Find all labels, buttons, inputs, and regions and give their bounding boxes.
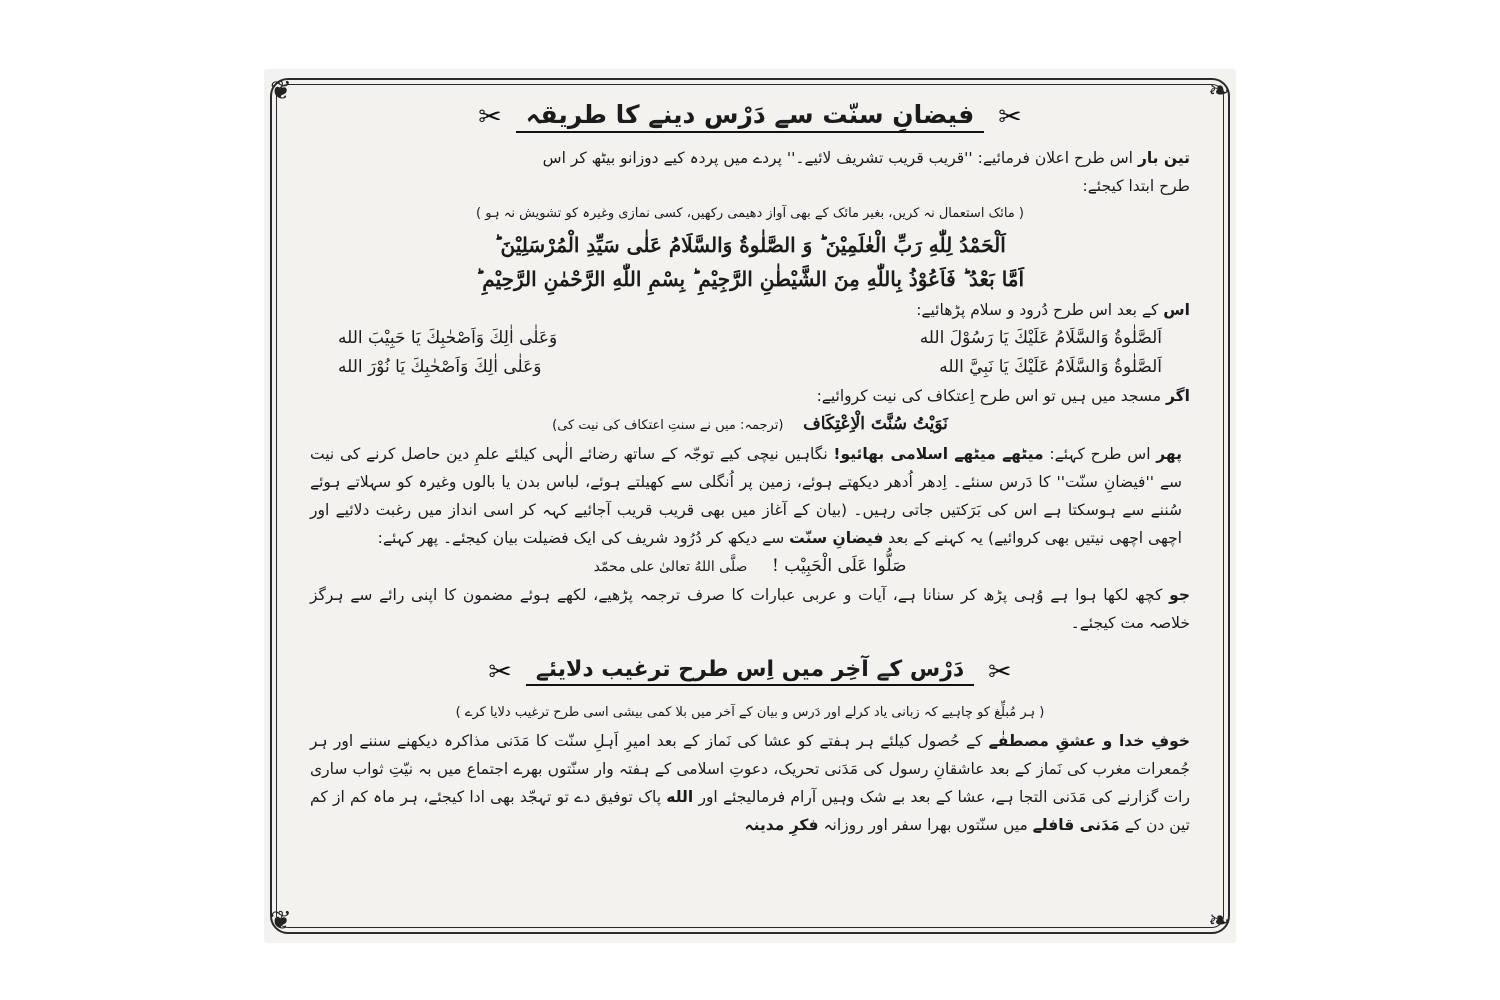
intro-lead: تین بار xyxy=(1137,149,1190,167)
paragraph-4-text-2: پاک توفیق دے تو تہجّد بھی ادا کیجئے، ہر ماہ کم از کم تین دن کے xyxy=(310,788,1190,834)
paragraph-2-text-2: نگاہیں نیچی کیے توجّہ کے ساتھ رضائے الٰہی کیلئے علمِ دین حاصل کرنے کی نیت سے ''فیضانِ سنّت'' کا دَرس سنئے۔ اِدھر اُدھر دیکھتے ہوئے، زمین پر اُنگلی سے کھیلتے ہوئے، لباس بدن یا بالوں وغیرہ کو سہلاتے ہوئے سُننے سے ہوسکتا ہے اس کی بَرَکتیں جاتی رہیں۔ (بیان کے آغاز میں بھی قریب قریب آجائیے کہہ کر اسی انداز میں رغبت دلائیے اور اچھی اچھی نیتیں بھی کروائیے) یہ کہنے کے بعد xyxy=(310,445,1182,547)
corner-ornament-icon: ❧ xyxy=(1208,76,1230,106)
encouragement-paragraph xyxy=(310,727,1190,839)
paragraph-4-qafila: مَدَنی قافلے xyxy=(1032,816,1120,834)
flourish-right-icon: ✂ xyxy=(988,654,1012,688)
paragraph-4-text-1: کے حُصول کیلئے ہر ہفتے کو عشا کی نَماز کے بعد امیرِ اَہلِ سنّت کا مَدَنی مذاکرہ دیکھنے سننے اور ہر جُمعرات مغرب کی نَماز کے بعد عاشقانِ رسول کی مَدَنی تحریک، دعوتِ اسلامی کے ہفتہ وار سنّتوں بھرے اجتماع میں بہ نیّتِ ثواب ساری رات گزارنے کی مَدَنی التجا ہے، عشا کے بعد بے شک وہیں آرام فرمالیجئے اور xyxy=(310,732,1190,806)
itikaf-intro-lead: اگر xyxy=(1166,387,1190,405)
salat-response: صلَّى اللهُ تعالىٰ على محمّد xyxy=(593,559,748,575)
heading-2-row xyxy=(310,643,1190,699)
reading-instruction xyxy=(310,581,1190,637)
itikaf-translation: (ترجمہ: میں نے سنتِ اعتکاف کی نیت کی) xyxy=(552,418,784,433)
itikaf-niyyat: نَوَيْتُ سُنَّتَ الْاِعْتِكَاف xyxy=(803,414,948,434)
durood-intro-lead: اس xyxy=(1163,301,1190,319)
paragraph-4-allah: الله xyxy=(666,788,694,806)
durood-intro xyxy=(310,296,1190,324)
durood-intro-text: کے بعد اس طرح دُرود و سلام پڑھائیے: xyxy=(916,301,1159,319)
salat-line xyxy=(310,552,1190,581)
paragraph-2-lead: پھر xyxy=(1156,445,1182,463)
heading-2: دَرْس کے آخِر میں اِس طرح ترغیب دلایئے xyxy=(526,657,974,686)
paragraph-3-text: کچھ لکھا ہوا ہے وُہی پڑھ کر سنانا ہے، آیات و عربی عبارات کا صرف ترجمہ پڑھیے، لکھے ہوئے مضمون کا اپنی رائے سے ہرگز خلاصہ مت کیجئے۔ xyxy=(310,586,1190,632)
paragraph-2-text-1: اس طرح کہئے: xyxy=(1049,445,1151,463)
paragraph-2-book-name: فیضانِ سنّت xyxy=(789,529,884,547)
paragraph-4-fikr-e-madina: فکرِ مدینہ xyxy=(744,816,819,834)
paragraph-3-lead: جو xyxy=(1169,586,1190,604)
durood-first-half: اَلصَّلٰوةُ وَالسَّلَامُ عَلَيْكَ يَا نَبِيَّ الله xyxy=(939,357,1162,377)
salat-call: صَلُّوا عَلَى الْحَبِيْب ! xyxy=(772,556,907,576)
arabic-taawwuz: اَمَّا بَعْدُ ؕ فَاَعُوْذُ بِاللّٰهِ مِنَ الشَّيْطٰنِ الرَّجِيْمِ ؕ بِسْمِ اللّٰهِ الرَّحْمٰنِ الرَّحِيْمِ ؕ xyxy=(475,267,1025,291)
durood-second-half: وَعَلٰى اٰلِكَ وَاَصْحٰبِكَ يَا حَبِيْبَ الله xyxy=(338,328,558,348)
flourish-right-icon: ✂ xyxy=(998,99,1022,133)
durood-second-half: وَعَلٰى اٰلِكَ وَاَصْحٰبِكَ يَا نُوْرَ الله xyxy=(338,357,542,377)
mic-note: ( مائک استعمال نہ کریں، بغیر مائک کے بھی آواز دھیمی رکھیں، کسی نمازی وغیرہ کو تشویش نہ ہو ) xyxy=(476,206,1024,221)
paragraph-4-text-3: میں سنّتوں بھرا سفر اور روزانہ xyxy=(823,816,1028,834)
durood-line xyxy=(310,324,1190,353)
itikaf-niyyat-line xyxy=(310,410,1190,440)
page-content xyxy=(310,88,1190,932)
paragraph-4-lead: خوفِ خدا و عشقِ مصطفٰے xyxy=(988,732,1190,750)
intro-paragraph xyxy=(310,144,1190,200)
instruction-paragraph xyxy=(310,440,1190,552)
flourish-left-icon: ✂ xyxy=(488,654,512,688)
corner-ornament-icon: ❦ xyxy=(270,76,292,106)
itikaf-intro xyxy=(310,382,1190,410)
itikaf-intro-text: مسجد میں ہیں تو اس طرح اِعتکاف کی نیت کروائیے: xyxy=(816,387,1162,405)
corner-ornament-icon: ❧ xyxy=(1208,906,1230,936)
intro-text-1: اس طرح اعلان فرمائیے: ''قریب قریب تشریف لائیے۔'' پردے میں پردہ کیے دوزانو بیٹھ کر اس xyxy=(542,149,1133,167)
arabic-praise: اَلْحَمْدُ لِلّٰهِ رَبِّ الْعٰلَمِيْنَ ؕ وَ الصَّلٰوةُ وَالسَّلَامُ عَلٰى سَيِّدِ الْمُرْسَلِيْنَ ؕ xyxy=(494,233,1006,257)
flourish-left-icon: ✂ xyxy=(478,99,502,133)
paragraph-2-address: میٹھے میٹھے اسلامی بھائیو! xyxy=(833,445,1044,463)
durood-first-half: اَلصَّلٰوةُ وَالسَّلَامُ عَلَيْكَ يَا رَسُوْلَ الله xyxy=(919,328,1162,348)
heading-1: فیضانِ سنّت سے دَرْس دینے کا طریقہ xyxy=(516,100,985,133)
mubaligh-note: ( ہر مُبلِّغ کو چاہیے کہ زبانی یاد کرلے اور دَرس و بیان کے آخر میں بلا کمی بیشی اسی طرح ترغیب دلایا کرے ) xyxy=(455,705,1045,720)
book-page xyxy=(265,70,1235,942)
heading-1-row xyxy=(310,88,1190,144)
corner-ornament-icon: ❦ xyxy=(270,906,292,936)
intro-text-2: طرح ابتدا کیجئے: xyxy=(1082,177,1190,195)
durood-line xyxy=(310,353,1190,382)
paragraph-2-text-3: سے دیکھ کر دُرُود شریف کی ایک فضیلت بیان کیجئے۔ پھر کہئے: xyxy=(377,529,785,547)
